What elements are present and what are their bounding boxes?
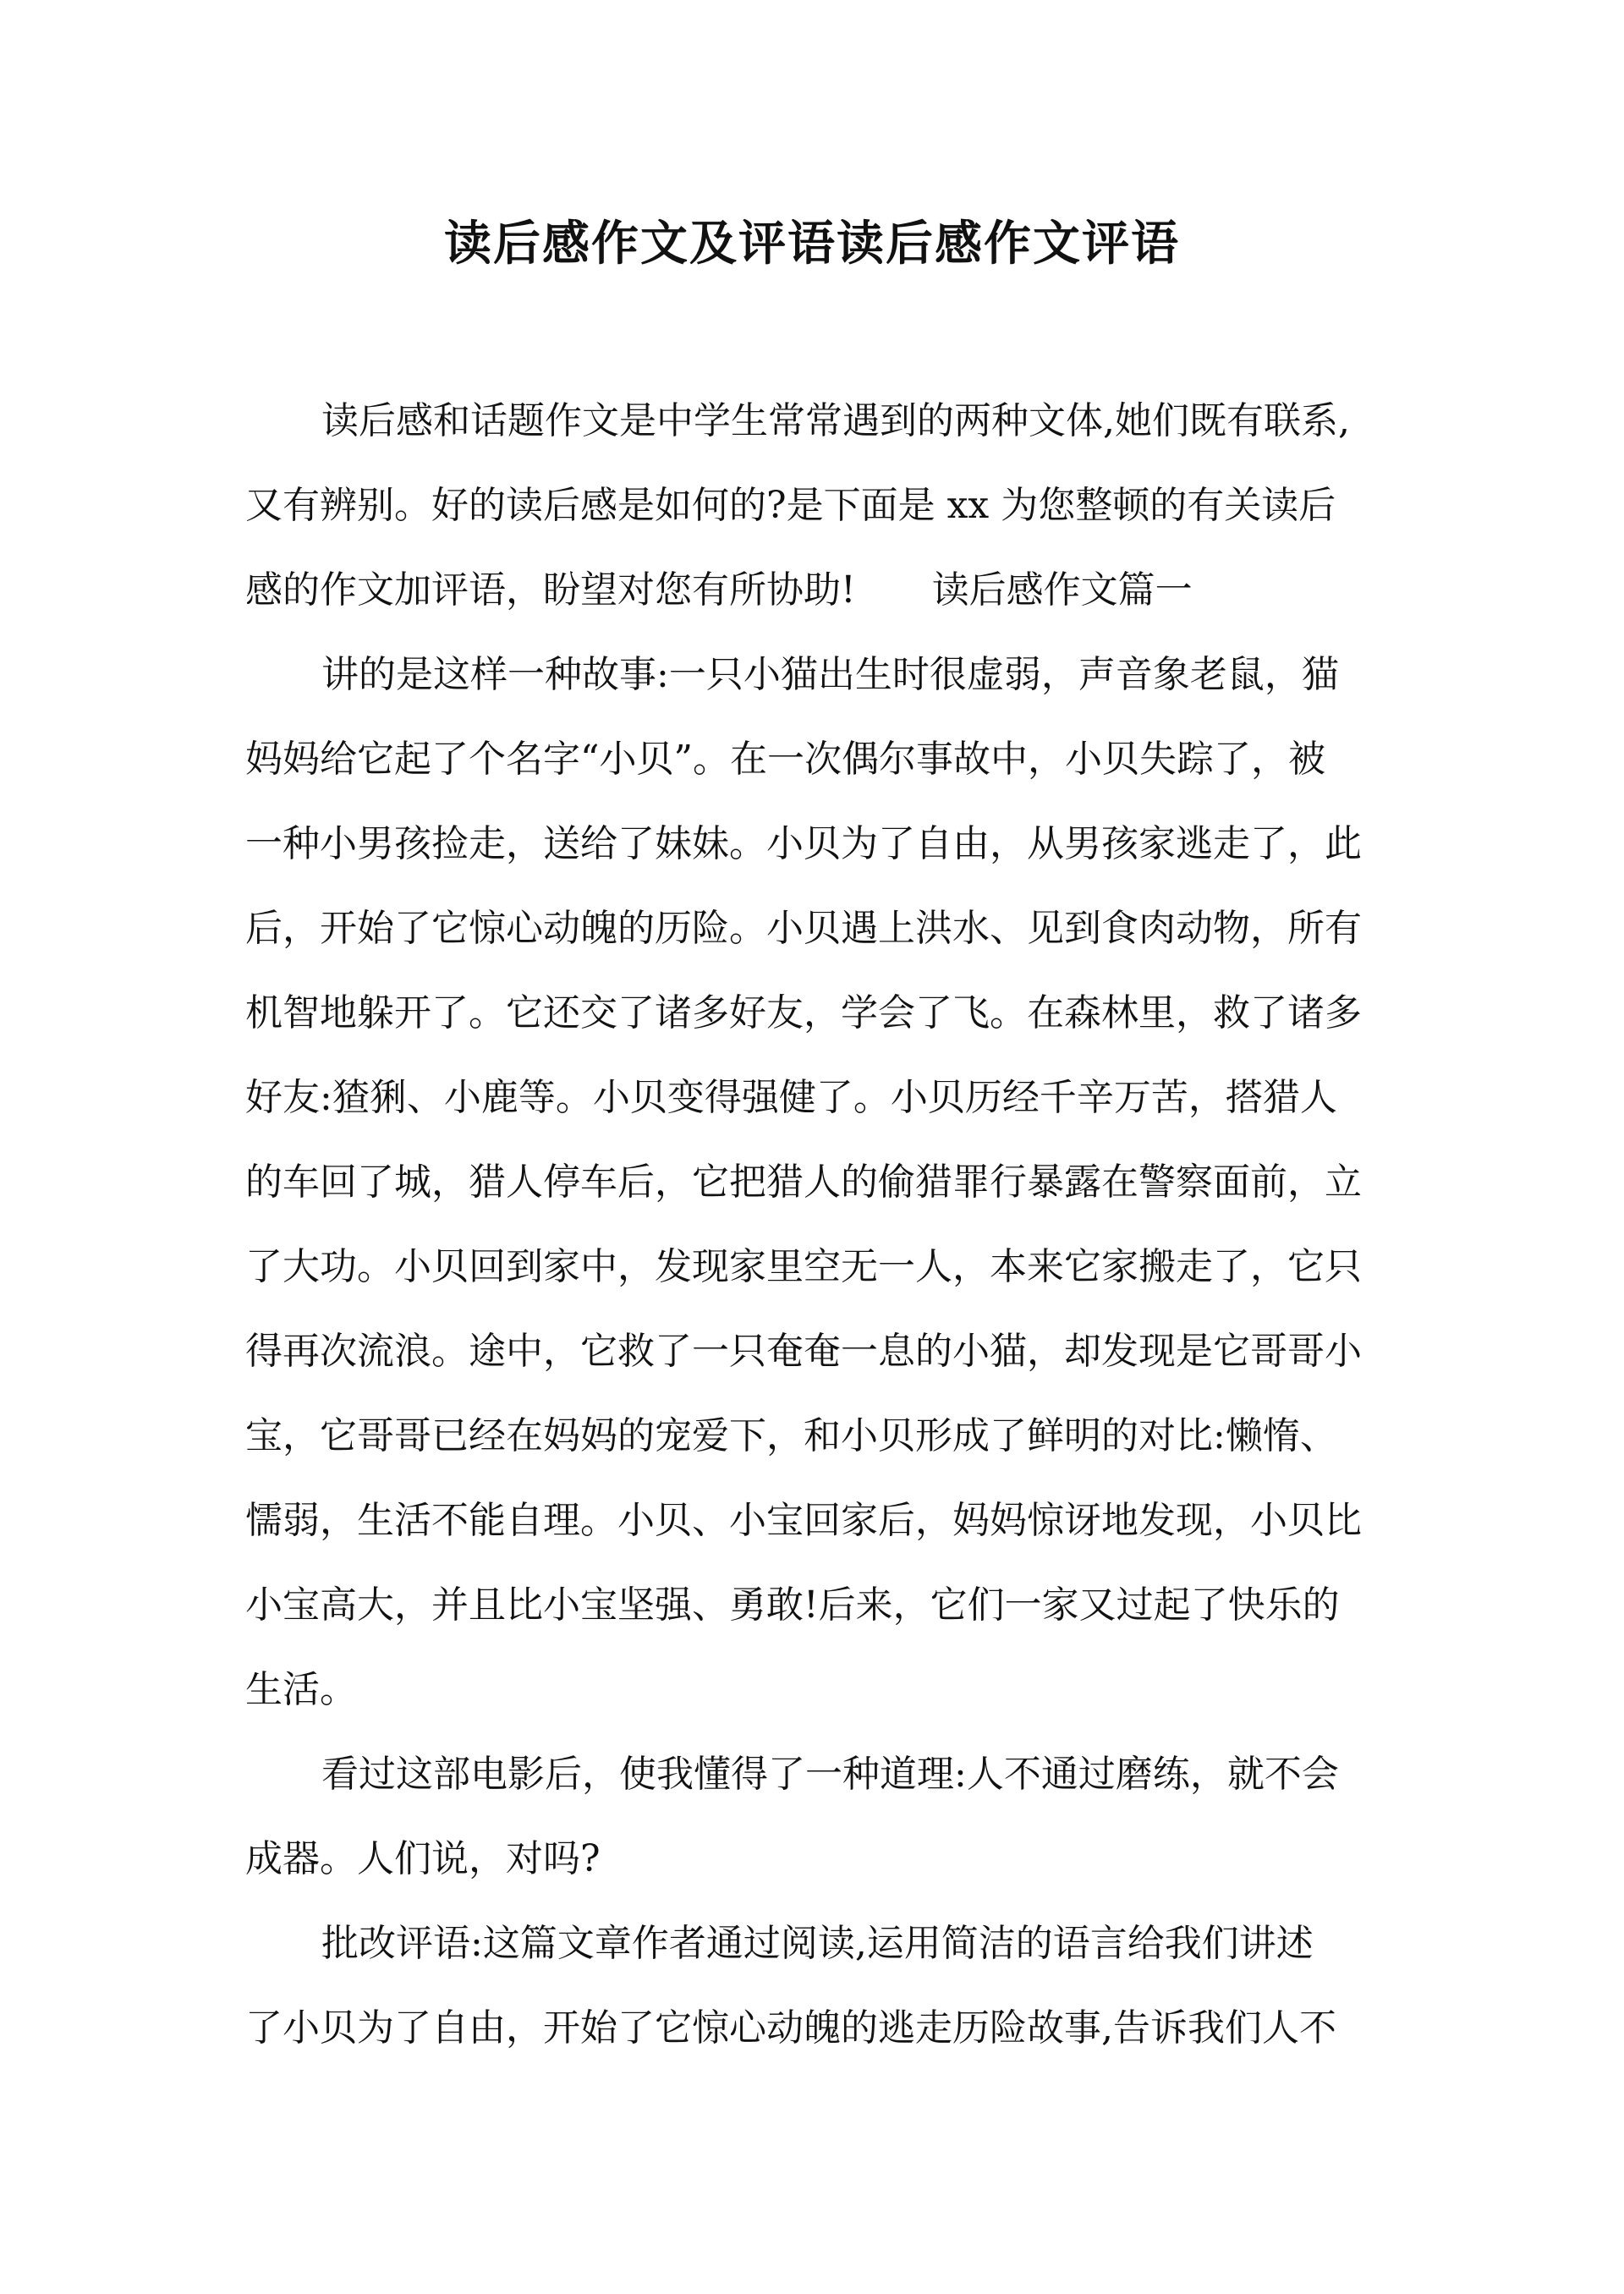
story-line: 得再次流浪。途中，它救了一只奄奄一息的小猫，却发现是它哥哥小: [245, 1330, 1362, 1373]
comment-line: 批改评语:这篇文章作者通过阅读,运用简洁的语言给我们讲述: [321, 1922, 1314, 1965]
document-title: 读后感作文及评语读后感作文评语: [444, 216, 1180, 272]
story-line: 好友:猹猁、小鹿等。小贝变得强健了。小贝历经千辛万苦，搭猎人: [245, 1076, 1337, 1119]
intro-line-3-text: 感的作文加评语，盼望对您有所协助!: [245, 568, 856, 612]
comment-line: 了小贝为了自由，开始了它惊心动魄的逃走历险故事,告诉我们人不: [245, 2006, 1336, 2050]
intro-line-1: 读后感和话题作文是中学生常常遇到的两种文体,她们既有联系,: [321, 399, 1350, 442]
story-line: 后，开始了它惊心动魄的历险。小贝遇上洪水、见到食肉动物，所有: [245, 907, 1362, 950]
story-line: 的车回了城，猎人停车后，它把猎人的偷猎罪行暴露在警察面前，立: [245, 1161, 1362, 1204]
story-line: 讲的是这样一种故事:一只小猫出生时很虚弱，声音象老鼠，猫: [321, 653, 1339, 696]
story-line: 懦弱，生活不能自理。小贝、小宝回家后，妈妈惊讶地发现，小贝比: [245, 1499, 1362, 1542]
story-line: 宝，它哥哥已经在妈妈的宠爱下，和小贝形成了鲜明的对比:懒惰、: [245, 1414, 1337, 1457]
story-line: 妈妈给它起了个名字“小贝”。在一次偶尔事故中，小贝失踪了，被: [245, 738, 1325, 781]
story-line: 一种小男孩捡走，送给了妹妹。小贝为了自由，从男孩家逃走了，此: [245, 822, 1362, 865]
intro-line-2: 又有辨别。好的读后感是如何的?是下面是 xx 为您整顿的有关读后: [245, 484, 1336, 527]
reflection-line: 看过这部电影后，使我懂得了一种道理:人不通过磨练，就不会: [321, 1753, 1339, 1796]
story-line: 小宝高大，并且比小宝坚强、勇敢!后来，它们一家又过起了快乐的: [245, 1583, 1340, 1627]
reflection-line: 成器。人们说，对吗?: [245, 1837, 601, 1880]
story-line: 机智地躲开了。它还交了诸多好友，学会了飞。在森林里，救了诸多: [245, 991, 1362, 1034]
story-line: 了大功。小贝回到家中，发现家里空无一人，本来它家搬走了，它只: [245, 1245, 1362, 1288]
intro-line-3: [245, 548, 1387, 633]
section-heading-1: 读后感作文篇一: [931, 568, 1193, 612]
story-line: 生活。: [245, 1668, 357, 1711]
document-body: [245, 379, 1387, 2071]
